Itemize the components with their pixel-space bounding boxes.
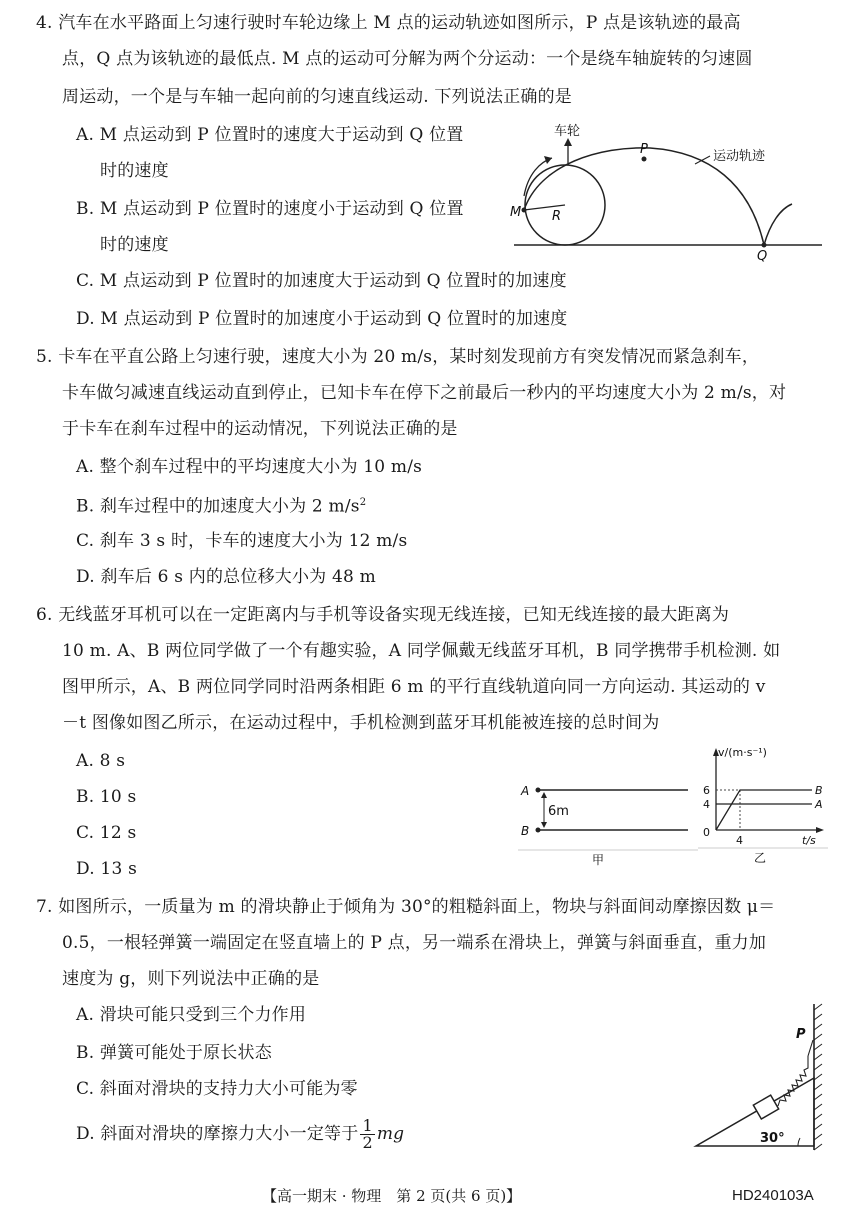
y-tick-6: 6 — [703, 784, 710, 797]
origin-label: 0 — [703, 826, 710, 839]
q6-stem-line-4: －t 图像如图乙所示，在运动过程中，手机检测到蓝牙耳机能被连接的总时间为 — [62, 713, 660, 733]
point-q — [762, 243, 767, 248]
caption-yi: 乙 — [754, 851, 767, 865]
q4-option-d: D. M 点运动到 P 位置时的加速度小于运动到 Q 位置时的加速度 — [76, 309, 568, 329]
fraction-numerator: 1 — [362, 1116, 373, 1135]
series-b-line — [716, 790, 812, 830]
q5-stem-line-3: 于卡车在刹车过程中的运动情况，下列说法正确的是 — [62, 419, 458, 439]
q6-stem-line-3: 图甲所示，A、B 两位同学同时沿两条相距 6 m 的平行直线轨道向同一方向运动. 其运动的 v — [62, 677, 766, 697]
track-b-label: B — [521, 824, 530, 838]
label-q: Q — [757, 249, 768, 264]
q4-figure-cycloid — [510, 124, 824, 262]
page-footer-center: 【高一期末 · 物理 第 2 页(共 6 页)】 — [262, 1187, 522, 1205]
wall-hatch — [814, 1004, 822, 1150]
trajectory-rise — [764, 204, 792, 245]
label-p: P — [796, 1027, 806, 1042]
q5-option-b-text: B. 刹车过程中的加速度大小为 2 m/s — [76, 496, 360, 517]
q5-option-d: D. 刹车后 6 s 内的总位移大小为 48 m — [76, 567, 376, 587]
q7-figure-incline — [690, 996, 826, 1156]
q5-option-c: C. 刹车 3 s 时，卡车的速度大小为 12 m/s — [76, 531, 408, 551]
student-a-dot — [536, 788, 541, 793]
label-trajectory: 运动轨迹 — [713, 149, 766, 164]
label-p: P — [640, 142, 648, 157]
label-angle: 30° — [760, 1131, 785, 1146]
q6-option-c: C. 12 s — [76, 823, 137, 843]
distance-arrow-bottom — [541, 822, 547, 828]
slider-block — [753, 1095, 778, 1119]
y-tick-4: 4 — [703, 798, 710, 811]
point-p — [642, 157, 647, 162]
q7-option-c: C. 斜面对滑块的支持力大小可能为零 — [76, 1079, 358, 1099]
caption-jia: 甲 — [592, 853, 605, 867]
q5-stem-line-1: 5. 卡车在平直公路上匀速行驶，速度大小为 20 m/s，某时刻发现前方有突发情况而紧急刹车， — [36, 347, 760, 367]
q6-option-a: A. 8 s — [76, 751, 126, 771]
q7-stem-line-1: 7. 如图所示，一质量为 m 的滑块静止于倾角为 30°的粗糙斜面上，物块与斜面间动摩擦因数 μ＝ — [36, 897, 776, 917]
q7-stem-line-3: 速度为 g，则下列说法中正确的是 — [62, 969, 320, 989]
q7-option-d-text: D. 斜面对滑块的摩擦力大小一定等于 — [76, 1124, 359, 1144]
rotation-arrow-head — [544, 156, 552, 164]
q4-option-c: C. M 点运动到 P 位置时的加速度大于运动到 Q 位置时的加速度 — [76, 271, 567, 291]
q7-option-d-mg: mg — [376, 1124, 405, 1144]
x-axis-arrow — [816, 827, 824, 833]
student-b-dot — [536, 828, 541, 833]
angle-arc — [798, 1138, 800, 1146]
y-axis-label: v/(m·s⁻¹) — [718, 746, 767, 759]
track-a-label: A — [521, 784, 530, 798]
q4-option-a: A. M 点运动到 P 位置时的速度大于运动到 Q 位置 — [76, 125, 464, 145]
distance-arrow-top — [541, 792, 547, 798]
q6-option-d: D. 13 s — [76, 859, 137, 879]
series-a-label: A — [815, 798, 823, 811]
q4-option-b: B. M 点运动到 P 位置时的速度小于运动到 Q 位置 — [76, 199, 464, 219]
label-wheel: 车轮 — [554, 124, 581, 139]
q5-option-a: A. 整个刹车过程中的平均速度大小为 10 m/s — [76, 457, 423, 477]
spring — [778, 1056, 808, 1106]
q6-stem-line-2: 10 m. A、B 两位同学做了一个有趣实验，A 同学佩戴无线蓝牙耳机，B 同学携带手机检测. 如 — [62, 641, 781, 661]
q6-figure-vt-graph — [698, 744, 828, 868]
incline-triangle — [696, 1078, 814, 1146]
q7-option-b: B. 弹簧可能处于原长状态 — [76, 1043, 272, 1063]
q4-stem-line-1: 4. 汽车在水平路面上匀速行驶时车轮边缘上 M 点的运动轨迹如图所示，P 点是该轨迹的最高 — [36, 13, 741, 33]
q5-option-b — [76, 492, 366, 518]
q6-figure-tracks — [518, 776, 698, 868]
trajectory-pointer — [695, 156, 710, 164]
distance-label: 6m — [548, 804, 569, 819]
label-m: M — [510, 205, 522, 220]
q7-stem-line-2: 0.5，一根轻弹簧一端固定在竖直墙上的 P 点，另一端系在滑块上，弹簧与斜面垂直，重力加 — [62, 933, 767, 953]
q4-stem-line-2: 点，Q 点为该轨迹的最低点. M 点的运动可分解为两个分运动：一个是绕车轴旋转的匀速圆 — [62, 49, 753, 69]
x-axis-label: t/s — [802, 834, 816, 847]
point-m — [522, 208, 527, 213]
q6-stem-line-1: 6. 无线蓝牙耳机可以在一定距离内与手机等设备实现无线连接，已知无线连接的最大距离为 — [36, 605, 730, 625]
q4-option-a-cont: 时的速度 — [100, 161, 169, 181]
page-footer-code: HD240103A — [732, 1187, 814, 1204]
label-r: R — [552, 209, 562, 224]
wheel-arrow-head — [564, 138, 572, 146]
series-b-label: B — [815, 784, 823, 797]
q7-option-a: A. 滑块可能只受到三个力作用 — [76, 1005, 307, 1025]
x-tick-4: 4 — [736, 834, 743, 847]
q6-option-b: B. 10 s — [76, 787, 137, 807]
q7-option-d — [76, 1118, 404, 1151]
fraction-denominator: 2 — [362, 1133, 373, 1152]
q5-option-b-sup: 2 — [359, 497, 367, 508]
q5-stem-line-2: 卡车做匀减速直线运动直到停止，已知卡车在停下之前最后一秒内的平均速度大小为 2 m/s，对 — [62, 383, 787, 403]
q4-option-b-cont: 时的速度 — [100, 235, 169, 255]
q4-stem-line-3: 周运动，一个是与车轴一起向前的匀速直线运动. 下列说法正确的是 — [62, 87, 573, 107]
spring-to-wall — [808, 1040, 813, 1056]
q7-option-d-fraction — [360, 1118, 374, 1151]
